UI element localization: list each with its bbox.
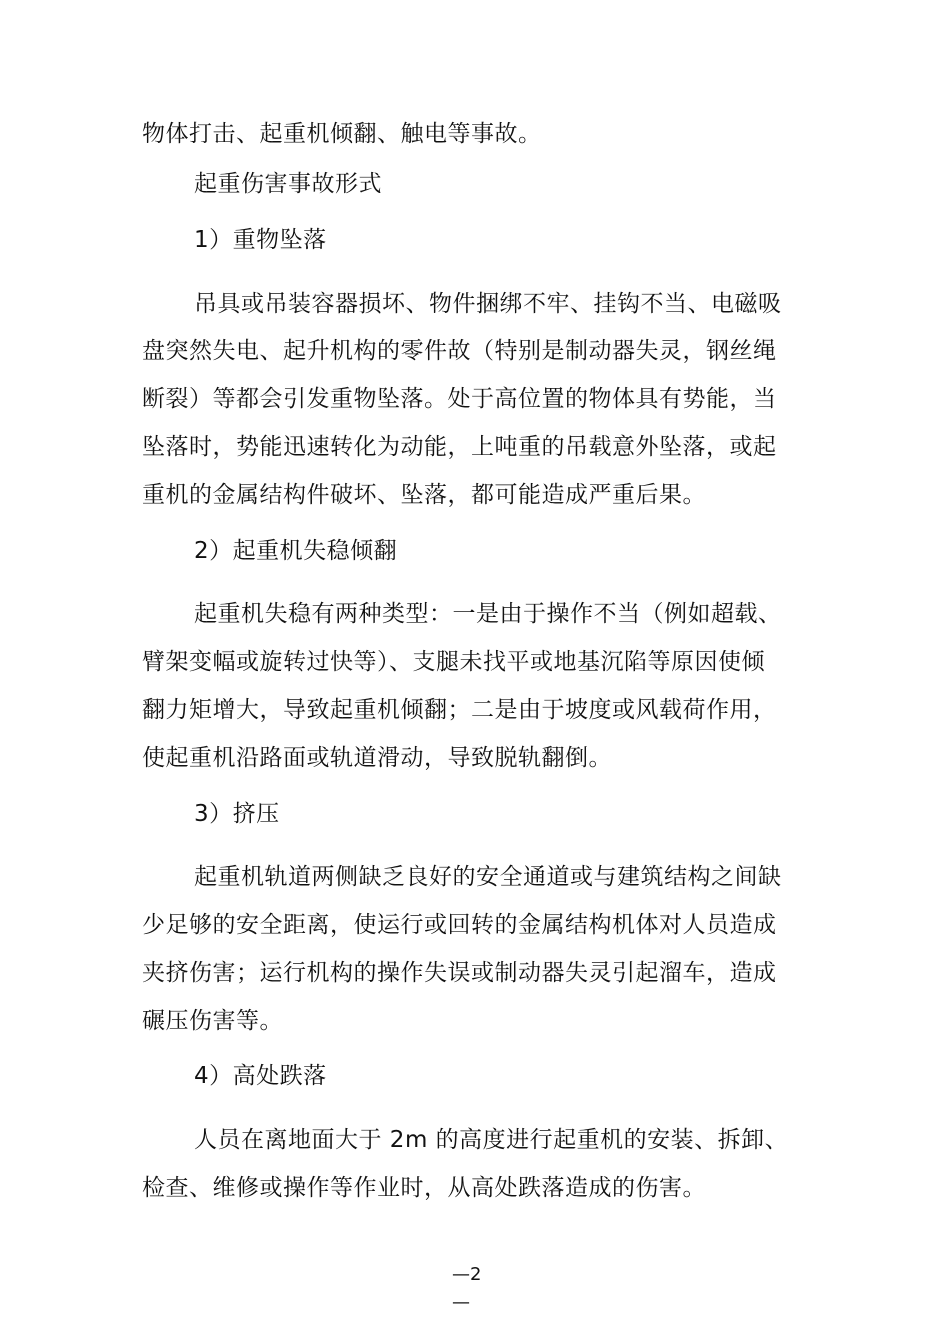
item-2-line-1: 起重机失稳有两种类型：一是由于操作不当（例如超载、 — [194, 601, 782, 627]
item-3-line-3: 夹挤伤害；运行机构的操作失误或制动器失灵引起溜车，造成 — [142, 960, 777, 986]
item-1-line-1: 吊具或吊装容器损坏、物件捆绑不牢、挂钩不当、电磁吸 — [194, 291, 782, 317]
item-1-line-5: 重机的金属结构件破坏、坠落，都可能造成严重后果。 — [142, 482, 706, 508]
item-3-line-4: 碾压伤害等。 — [142, 1008, 283, 1034]
item-4-line-2: 检查、维修或操作等作业时，从高处跌落造成的伤害。 — [142, 1175, 706, 1201]
item-4-line-1: 人员在离地面大于 2m 的高度进行起重机的安装、拆卸、 — [194, 1127, 789, 1153]
item-3-line-2: 少足够的安全距离，使运行或回转的金属结构机体对人员造成 — [142, 912, 777, 938]
item-1-line-2: 盘突然失电、起升机构的零件故（特别是制动器失灵，钢丝绳 — [142, 338, 777, 364]
item-1-line-4: 坠落时，势能迅速转化为动能，上吨重的吊载意外坠落，或起 — [142, 434, 777, 460]
item-3-line-1: 起重机轨道两侧缺乏良好的安全通道或与建筑结构之间缺 — [194, 864, 782, 890]
item-2-line-3: 翻力矩增大，导致起重机倾翻；二是由于坡度或风载荷作用， — [142, 697, 777, 723]
intro-tail: 物体打击、起重机倾翻、触电等事故。 — [142, 121, 542, 147]
section-title: 起重伤害事故形式 — [194, 171, 382, 197]
item-heading-3: 3）挤压 — [194, 801, 280, 827]
page-number-trailing-dash: — — [452, 1292, 470, 1313]
page-number: —2 — [452, 1264, 482, 1285]
item-heading-2: 2）起重机失稳倾翻 — [194, 538, 398, 564]
item-heading-1: 1）重物坠落 — [194, 227, 327, 253]
item-1-line-3: 断裂）等都会引发重物坠落。处于高位置的物体具有势能，当 — [142, 386, 777, 412]
item-2-line-4: 使起重机沿路面或轨道滑动，导致脱轨翻倒。 — [142, 745, 612, 771]
item-2-line-2: 臂架变幅或旋转过快等）、支腿未找平或地基沉陷等原因使倾 — [142, 649, 765, 675]
item-heading-4: 4）高处跌落 — [194, 1063, 327, 1089]
